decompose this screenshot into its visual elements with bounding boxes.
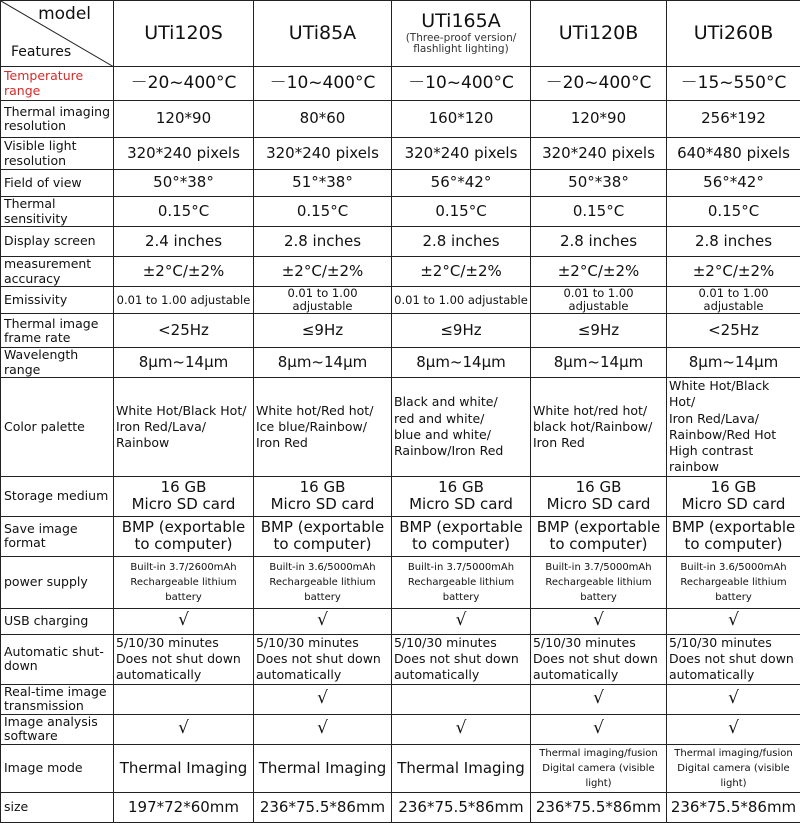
spec-value-uti120b: 0.15°C [531, 197, 667, 227]
spec-value-uti260b [667, 634, 800, 684]
spec-value-uti260b: √ [667, 608, 800, 634]
value-line: Digital camera (visible light) [533, 761, 664, 791]
spec-value-uti165a: 0.01 to 1.00 adjustable [392, 287, 531, 314]
spec-value-uti165a: 160*120 [392, 101, 531, 138]
value-line: Thermal Imaging [394, 760, 528, 777]
spec-value-uti120s: √ [114, 608, 254, 634]
spec-value-uti165a: 2.8 inches [392, 227, 531, 257]
value-line: Micro SD card [669, 496, 798, 513]
spec-value-uti120s: <25Hz [114, 314, 254, 348]
spec-row-usb-charging [1, 608, 800, 634]
value-line: automatically [394, 667, 528, 683]
spec-value-uti120s: 197*72*60mm [114, 792, 254, 822]
spec-value-uti165a [392, 378, 531, 477]
feature-label: Visible light resolution [1, 138, 114, 170]
feature-label: Automatic shut-down [1, 634, 114, 684]
spec-value-uti85a [254, 556, 392, 608]
spec-value-uti165a: √ [392, 608, 531, 634]
spec-value-uti260b: 256*192 [667, 101, 800, 138]
value-line: black hot/Rainbow/ [533, 419, 664, 435]
value-line: Rainbow/Red Hot [669, 427, 798, 443]
value-line: White Hot/Black Hot/ [116, 403, 251, 419]
feature-label: Wavelength range [1, 348, 114, 378]
value-line: 16 GB [533, 479, 664, 496]
feature-label: Color palette [1, 378, 114, 477]
spec-value-uti120b: 8μm~14μm [531, 348, 667, 378]
spec-value-uti260b: 56°*42° [667, 170, 800, 197]
spec-row-power-supply [1, 556, 800, 608]
value-line: Built-in 3.6/5000mAh [669, 560, 798, 575]
value-line: to computer) [116, 536, 251, 553]
value-line: 5/10/30 minutes [116, 635, 251, 651]
spec-row-color-palette [1, 378, 800, 477]
spec-value-uti85a: 0.01 to 1.00 adjustable [254, 287, 392, 314]
spec-value-uti120s: 2.4 inches [114, 227, 254, 257]
value-line: Micro SD card [256, 496, 389, 513]
value-line: Micro SD card [533, 496, 664, 513]
value-line: BMP (exportable [669, 519, 798, 536]
feature-label: Thermal sensitivity [1, 197, 114, 227]
value-line: Rainbow/Iron Red [394, 443, 528, 459]
spec-value-uti120s: 8μm~14μm [114, 348, 254, 378]
model-name: UTi260B [694, 22, 774, 44]
value-line: BMP (exportable [533, 519, 664, 536]
spec-row-field-of-view [1, 170, 800, 197]
feature-label: Save image format [1, 516, 114, 556]
value-line: White hot/Red hot/ [256, 403, 389, 419]
feature-label: Field of view [1, 170, 114, 197]
spec-value-uti85a: 0.15°C [254, 197, 392, 227]
spec-value-uti260b: 236*75.5*86mm [667, 792, 800, 822]
model-subtitle: (Three-proof version/ flashlight lighting) [394, 33, 528, 56]
spec-value-uti120b: 236*75.5*86mm [531, 792, 667, 822]
value-line: High contrast rainbow [669, 443, 798, 476]
value-line: 16 GB [669, 479, 798, 496]
spec-value-uti120b: 120*90 [531, 101, 667, 138]
feature-label: Emissivity [1, 287, 114, 314]
feature-label: measurement accuracy [1, 257, 114, 287]
value-line: 5/10/30 minutes [533, 635, 664, 651]
value-line: to computer) [394, 536, 528, 553]
value-line: Digital camera (visible light) [669, 761, 798, 791]
model-header-uti165a [392, 1, 531, 67]
value-line: 5/10/30 minutes [256, 635, 389, 651]
feature-label: USB charging [1, 608, 114, 634]
value-line: Thermal Imaging [116, 760, 251, 777]
value-line: Built-in 3.7/5000mAh [394, 560, 528, 575]
value-line: 5/10/30 minutes [669, 635, 798, 651]
spec-row-visible-light-resolution [1, 138, 800, 170]
spec-value-uti85a: 320*240 pixels [254, 138, 392, 170]
value-line: Thermal Imaging [256, 760, 389, 777]
value-line: to computer) [256, 536, 389, 553]
value-line: Rechargeable lithium battery [256, 575, 389, 605]
spec-row-image-analysis-software [1, 714, 800, 744]
value-line: Iron Red [256, 435, 389, 451]
value-line: White Hot/Black Hot/ [669, 378, 798, 411]
spec-value-uti85a: 236*75.5*86mm [254, 792, 392, 822]
spec-value-uti120b: 0.01 to 1.00 adjustable [531, 287, 667, 314]
value-line: to computer) [533, 536, 664, 553]
spec-value-uti85a: 80*60 [254, 101, 392, 138]
spec-value-uti85a: 2.8 inches [254, 227, 392, 257]
spec-value-uti120s [114, 378, 254, 477]
spec-value-uti260b: 8μm~14μm [667, 348, 800, 378]
spec-value-uti165a: 236*75.5*86mm [392, 792, 531, 822]
value-line: Thermal imaging/fusion [533, 746, 664, 761]
model-header-uti120s [114, 1, 254, 67]
spec-value-uti120b: √ [531, 714, 667, 744]
spec-value-uti120s [114, 516, 254, 556]
spec-row-emissivity [1, 287, 800, 314]
spec-value-uti120s [114, 476, 254, 516]
spec-value-uti165a: －10~400°C [392, 67, 531, 101]
spec-value-uti260b [667, 378, 800, 477]
spec-value-uti85a [254, 378, 392, 477]
value-line: Micro SD card [394, 496, 528, 513]
spec-row-size [1, 792, 800, 822]
spec-value-uti260b: 0.01 to 1.00 adjustable [667, 287, 800, 314]
value-line: Rechargeable lithium battery [669, 575, 798, 605]
corner-model-label: model [38, 5, 91, 25]
spec-value-uti85a: －10~400°C [254, 67, 392, 101]
spec-value-uti120s [114, 684, 254, 714]
header-row [1, 1, 800, 67]
spec-value-uti260b: √ [667, 714, 800, 744]
value-line: Black and white/ [394, 394, 528, 410]
value-line: Built-in 3.7/2600mAh [116, 560, 251, 575]
spec-value-uti260b: －15~550°C [667, 67, 800, 101]
spec-row-real-time-image-transmission [1, 684, 800, 714]
value-line: White hot/red hot/ [533, 403, 664, 419]
feature-label: Image mode [1, 744, 114, 792]
spec-value-uti120b: 50°*38° [531, 170, 667, 197]
value-line: automatically [116, 667, 251, 683]
value-line: Does not shut down [669, 651, 798, 667]
spec-row-save-image-format [1, 516, 800, 556]
value-line: Ice blue/Rainbow/ [256, 419, 389, 435]
spec-value-uti120s: ±2°C/±2% [114, 257, 254, 287]
spec-value-uti165a [392, 684, 531, 714]
spec-value-uti85a: 8μm~14μm [254, 348, 392, 378]
feature-label: Real-time image transmission [1, 684, 114, 714]
spec-value-uti120b: 2.8 inches [531, 227, 667, 257]
spec-row-wavelength-range [1, 348, 800, 378]
spec-value-uti120b: √ [531, 684, 667, 714]
spec-value-uti165a: 320*240 pixels [392, 138, 531, 170]
spec-value-uti165a [392, 744, 531, 792]
value-line: automatically [669, 667, 798, 683]
spec-value-uti260b: <25Hz [667, 314, 800, 348]
value-line: Micro SD card [116, 496, 251, 513]
spec-value-uti260b: 0.15°C [667, 197, 800, 227]
value-line: Thermal imaging/fusion [669, 746, 798, 761]
value-line: BMP (exportable [394, 519, 528, 536]
model-name: UTi85A [289, 22, 356, 44]
value-line: blue and white/ [394, 427, 528, 443]
value-line: Does not shut down [533, 651, 664, 667]
feature-label: Display screen [1, 227, 114, 257]
value-line: to computer) [669, 536, 798, 553]
spec-value-uti120b [531, 634, 667, 684]
value-line: Rechargeable lithium battery [533, 575, 664, 605]
spec-value-uti120b [531, 378, 667, 477]
value-line: Iron Red/Lava/ [116, 419, 251, 435]
spec-value-uti260b: √ [667, 684, 800, 714]
model-name: UTi165A [421, 10, 500, 32]
value-line: 16 GB [256, 479, 389, 496]
spec-value-uti120b: ±2°C/±2% [531, 257, 667, 287]
spec-row-measurement-accuracy [1, 257, 800, 287]
spec-row-automatic-shut-down [1, 634, 800, 684]
spec-value-uti85a [254, 634, 392, 684]
value-line: 16 GB [116, 479, 251, 496]
value-line: Does not shut down [256, 651, 389, 667]
spec-value-uti120s: 0.15°C [114, 197, 254, 227]
spec-value-uti85a [254, 476, 392, 516]
spec-value-uti120b [531, 556, 667, 608]
value-line: Rainbow [116, 435, 251, 451]
value-line: Built-in 3.7/5000mAh [533, 560, 664, 575]
spec-row-thermal-sensitivity [1, 197, 800, 227]
spec-row-thermal-imaging-resolution [1, 101, 800, 138]
spec-value-uti165a: 8μm~14μm [392, 348, 531, 378]
feature-label: Temperature range [1, 67, 114, 101]
model-header-uti120b [531, 1, 667, 67]
corner-header-cell [1, 1, 114, 67]
spec-value-uti120s [114, 634, 254, 684]
spec-value-uti120s: －20~400°C [114, 67, 254, 101]
value-line: automatically [533, 667, 664, 683]
spec-value-uti120s [114, 744, 254, 792]
spec-value-uti260b: 2.8 inches [667, 227, 800, 257]
feature-label: Thermal imaging resolution [1, 101, 114, 138]
value-line: Iron Red [533, 435, 664, 451]
spec-value-uti120b [531, 744, 667, 792]
spec-value-uti120b: －20~400°C [531, 67, 667, 101]
spec-row-storage-medium [1, 476, 800, 516]
spec-value-uti120s: 320*240 pixels [114, 138, 254, 170]
spec-value-uti260b: ±2°C/±2% [667, 257, 800, 287]
spec-value-uti120s: 50°*38° [114, 170, 254, 197]
model-header-uti85a [254, 1, 392, 67]
value-line: Rechargeable lithium battery [116, 575, 251, 605]
spec-value-uti260b [667, 516, 800, 556]
feature-label: Image analysis software [1, 714, 114, 744]
feature-label: power supply [1, 556, 114, 608]
spec-value-uti165a [392, 556, 531, 608]
spec-value-uti165a: √ [392, 714, 531, 744]
spec-value-uti165a: ±2°C/±2% [392, 257, 531, 287]
spec-value-uti120b: 320*240 pixels [531, 138, 667, 170]
spec-value-uti120s: 120*90 [114, 101, 254, 138]
spec-value-uti120b: ≤9Hz [531, 314, 667, 348]
value-line: 5/10/30 minutes [394, 635, 528, 651]
spec-value-uti165a: ≤9Hz [392, 314, 531, 348]
spec-row-display-screen [1, 227, 800, 257]
spec-row-temperature-range [1, 67, 800, 101]
corner-features-label: Features [11, 44, 71, 60]
value-line: 16 GB [394, 479, 528, 496]
spec-value-uti120s: 0.01 to 1.00 adjustable [114, 287, 254, 314]
spec-value-uti165a [392, 516, 531, 556]
spec-value-uti260b: 640*480 pixels [667, 138, 800, 170]
spec-value-uti85a: √ [254, 684, 392, 714]
feature-label: size [1, 792, 114, 822]
spec-row-image-mode [1, 744, 800, 792]
feature-label: Thermal image frame rate [1, 314, 114, 348]
spec-value-uti260b [667, 744, 800, 792]
value-line: Iron Red/Lava/ [669, 411, 798, 427]
value-line: Built-in 3.6/5000mAh [256, 560, 389, 575]
spec-value-uti85a [254, 516, 392, 556]
spec-value-uti165a [392, 634, 531, 684]
value-line: automatically [256, 667, 389, 683]
spec-value-uti120s: √ [114, 714, 254, 744]
spec-value-uti165a: 0.15°C [392, 197, 531, 227]
value-line: red and white/ [394, 411, 528, 427]
value-line: Does not shut down [116, 651, 251, 667]
value-line: BMP (exportable [116, 519, 251, 536]
spec-value-uti85a: ≤9Hz [254, 314, 392, 348]
model-name: UTi120B [559, 22, 639, 44]
value-line: Does not shut down [394, 651, 528, 667]
spec-value-uti165a [392, 476, 531, 516]
spec-value-uti120s [114, 556, 254, 608]
model-header-uti260b [667, 1, 800, 67]
value-line: BMP (exportable [256, 519, 389, 536]
spec-value-uti120b [531, 476, 667, 516]
feature-label: Storage medium [1, 476, 114, 516]
spec-value-uti120b [531, 516, 667, 556]
spec-value-uti260b [667, 556, 800, 608]
spec-row-thermal-image-frame-rate [1, 314, 800, 348]
spec-value-uti85a [254, 744, 392, 792]
spec-value-uti85a: √ [254, 714, 392, 744]
spec-value-uti85a: ±2°C/±2% [254, 257, 392, 287]
value-line: Rechargeable lithium battery [394, 575, 528, 605]
spec-value-uti85a: 51°*38° [254, 170, 392, 197]
spec-value-uti120b: √ [531, 608, 667, 634]
spec-value-uti260b [667, 476, 800, 516]
spec-value-uti85a: √ [254, 608, 392, 634]
model-name: UTi120S [144, 22, 223, 44]
spec-value-uti165a: 56°*42° [392, 170, 531, 197]
